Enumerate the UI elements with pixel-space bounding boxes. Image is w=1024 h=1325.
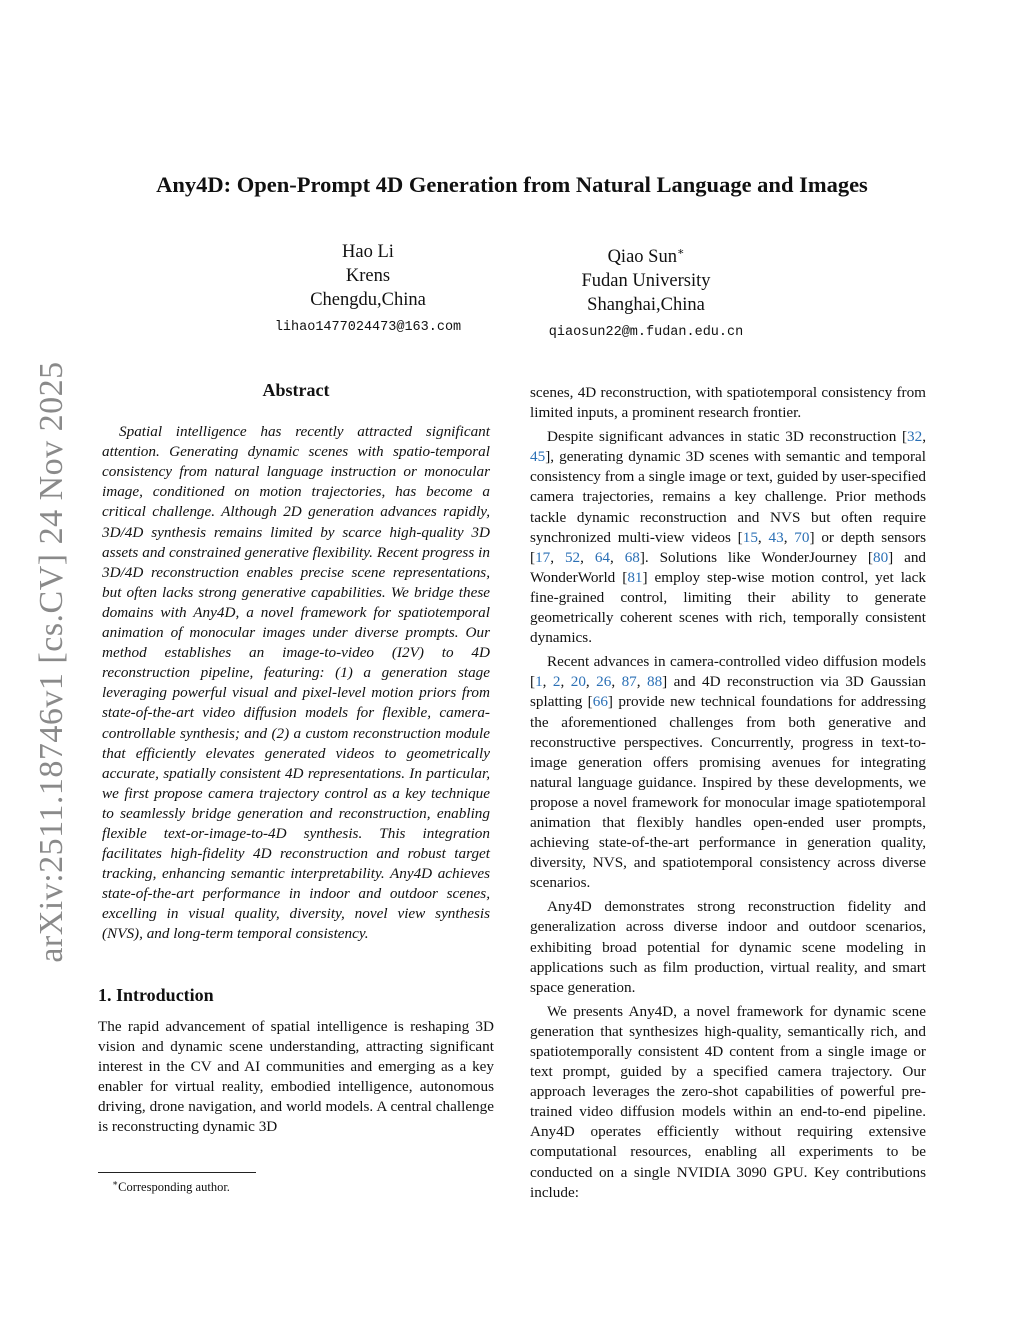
abstract-text: Spatial intelligence has recently attracted significant attention. Generating dynamic scenes with spatio-temporal consistency from natural language instruction or monocular image, conditioned on motion trajectories, has become a critical challenge. Although 2D generation advances rapidly, 3D/4D synthesis remains limited by scarce high-quality 3D assets and constrained generative flexibility. Recent progress in 3D/4D reconstruction enables precise scene representations, but often lacks strong generative capabilities. We bridge these domains with Any4D, a novel framework for spatiotemporal animation of monocular images under diverse prompts. Our method establishes an image-to-video (I2V) to 4D reconstruction pipeline, featuring: (1) a generation stage leveraging powerful visual and pixel-level motion priors from state-of-the-art video diffusion models for flexible, camera-controllable synthesis; and (2) a custom reconstruction module that efficiently elevates generated videos to geometrically accurate, spatially consistent 4D representations. In particular, we first propose camera trajectory control as a key technique to seamlessly bridge generation and reconstruction, enabling flexible text-or-image-to-4D synthesis. This integration facilitates high-fidelity 4D reconstruction and robust target tracking, enhancing semantic interpretability. Any4D achieves state-of-the-art performance in indoor and outdoor scenes, excelling in visual quality, diversity, novel view synthesis (NVS), and long-term temporal consistency. [102,423,490,943]
author-name: Qiao Sun [607,247,677,268]
citation-link[interactable]: 81 [627,568,643,586]
paragraph-any4d-demonstrates: Any4D demonstrates strong reconstruction fidelity and generalization across diverse indoor and outdoor scenarios, exhibiting broad potential for dynamic scene modeling in applications such as film production, virtual reality, and smart space generation. [530,898,926,996]
paragraph-recent-advances: Recent advances in camera-controlled video diffusion models [1, 2, 20, 26, 87, 88] and 4D reconstruction via 3D Gaussian splatting [66] provide new technical foundations for addressing the aforementioned challenges from both generative and reconstructive perspectives. Concurrently, progress in text-to-image generation offers promising avenues for integrating natural language guidance. Inspired by these developments, we propose a novel framework for monocular image spatiotemporal animation that flexibly handles open-ended user prompts, achieving state-of-the-art performance in generation quality, diversity, NVS, and spatiotemporal consistency across diverse scenarios. [530,653,927,892]
citation-link[interactable]: 2 [552,673,561,691]
paragraph-continued: scenes, 4D reconstruction, with spatiotemporal consistency from limited inputs, a prominent research frontier. [530,384,926,422]
author-mark: ∗ [676,246,685,258]
abstract-heading: Abstract [262,380,330,400]
citation-link[interactable]: 80 [872,548,889,566]
citation-link[interactable]: 43 [768,528,784,546]
citation-link[interactable]: 88 [646,673,663,691]
left-column [98,380,494,1141]
citation-link[interactable]: 64 [594,548,610,566]
citation-link[interactable]: 32 [907,428,923,446]
citation-link[interactable]: 70 [794,528,810,546]
right-column [530,383,926,1207]
introduction-paragraph: The rapid advancement of spatial intelligence is reshaping 3D vision and dynamic scene understanding, attracting significant interest in the CV and AI communities and emerging as a key enabler for virtual reality, embodied intelligence, autonomous driving, drone navigation, and world models. A central challenge is reconstructing dynamic 3D [98,1017,494,1136]
author-location: Chengdu,China [310,290,426,310]
author-email[interactable]: lihao1477024473@163.com [274,320,462,335]
author-block-2 [496,240,796,345]
citation-link[interactable]: 66 [592,693,608,711]
introduction-heading: 1. Introduction [98,984,214,1005]
author-name-line [496,240,796,269]
abstract-body [98,422,494,944]
footnote-text: Corresponding author. [118,1180,230,1195]
author-affiliation: Fudan University [581,271,711,292]
paper-title: Any4D: Open-Prompt 4D Generation from Natural Language and Images [156,172,868,197]
citation-link[interactable]: 52 [564,548,581,566]
citation-link[interactable]: 17 [535,548,551,566]
author-block-1 [218,240,518,340]
paragraph-prior-work: Despite significant advances in static 3D reconstruction [32, 45], generating dynamic 3D scenes with semantic and temporal consistency from a single image or text, guided by user-specified camera trajectories, remains a key challenge. Prior methods tackle dynamic reconstruction and NVS but often require synchronized multi-view videos [15, 43, 70] or depth sensors [17, 52, 64, 68]. Solutions like WonderJourney [80] and WonderWorld [81] employ step-wise motion control, yet lack fine-grained control, limiting their ability to generate geometrically coherent scenes with rich, temporally consistent dynamics. [530,428,927,647]
arxiv-identifier: arXiv:2511.18746v1 [cs.CV] 24 Nov 2025 [33,361,70,963]
citation-link[interactable]: 26 [596,673,612,691]
citation-link[interactable]: 1 [535,673,543,691]
footnote-mark: ∗ [112,1178,119,1188]
citation-link[interactable]: 15 [742,528,758,546]
author-affiliation: Krens [345,266,391,286]
author-email[interactable]: qiaosun22@m.fudan.edu.cn [548,325,744,341]
citation-link[interactable]: 45 [530,448,546,466]
author-location: Shanghai,China [587,295,705,316]
paragraph-we-present: We presents Any4D, a novel framework for dynamic scene generation that synthesizes high-quality, semantically rich, and spatiotemporally consistent 4D content from a single image or text prompt, guided by a specified camera trajectory. Our approach leverages the zero-shot capabilities of powerful pre-trained video diffusion models within an end-to-end pipeline. Any4D operates efficiently without requiring extensive computational resources, enabling all experiments to be conducted on a single NVIDIA 3090 GPU. Key contributions include: [530,1002,926,1201]
citation-link[interactable]: 68 [624,548,640,566]
citation-link[interactable]: 87 [621,673,637,691]
footnote [112,1178,230,1195]
footnote-rule [98,1172,256,1173]
citation-link[interactable]: 20 [570,673,586,691]
author-name: Hao Li [342,242,394,262]
